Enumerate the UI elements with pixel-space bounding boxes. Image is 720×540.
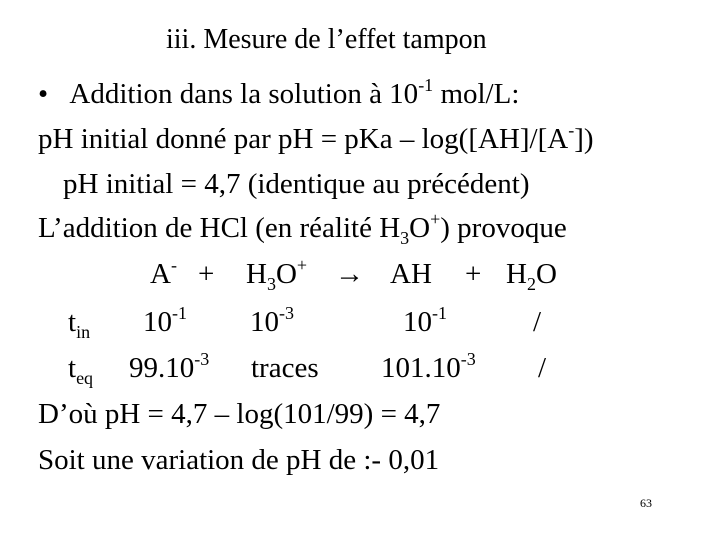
row-in-c1 [143,303,187,338]
row-eq-c1 [129,349,210,384]
soit-line: Soit une variation de pH de :- 0,01 [38,444,440,476]
row-in-label [68,306,91,342]
row-in-c3 [403,303,447,338]
row-eq-c3-exp: -3 [460,349,476,369]
a-base: A [150,258,171,290]
row-eq-c2: traces [251,352,319,384]
reaction-ah: AH [390,258,432,290]
ph-formula-text: pH initial donné par pH = pKa – log([AH]/[A [38,123,569,155]
h3o-base: H [246,258,267,290]
ph-initial-formula [38,120,594,155]
hcl-tail: ) provoque [440,212,567,244]
t-eq-base: t [68,352,77,384]
hcl-o: O [409,212,431,244]
reaction-h3o [246,255,308,294]
h2o-o: O [535,258,557,290]
t-in-base: t [68,306,77,338]
a-sup: - [170,255,177,275]
bullet-text: Addition dans la solution à 10 [69,78,419,110]
row-eq-c3-base: 101.10 [381,352,461,384]
reaction-a-minus [150,255,177,290]
row-in-c1-exp: -1 [172,303,187,323]
reaction-h2o [506,258,557,294]
bullet-tail: mol/L: [433,78,520,110]
row-in-c3-exp: -1 [432,303,447,323]
row-in-c3-base: 10 [403,306,432,338]
ph-initial-value: pH initial = 4,7 (identique au précédent) [63,168,530,200]
bullet-exponent: -1 [418,75,434,95]
hcl-text: L’addition de HCl (en réalité H [38,212,401,244]
row-in-c1-base: 10 [143,306,172,338]
page-number: 63 [640,496,652,510]
ph-formula-sup: - [568,120,575,140]
t-in-sub: in [76,322,91,342]
row-in-c2-exp: -3 [279,303,294,323]
hcl-addition-line [38,209,567,248]
ph-formula-tail: ]) [574,123,594,155]
bullet-line [38,75,520,110]
row-eq-c1-base: 99.10 [129,352,195,384]
h3o-sub: 3 [266,274,276,294]
row-in-c2-base: 10 [250,306,279,338]
row-eq-label [68,352,94,388]
reaction-plus-2: + [465,258,482,290]
h3o-sup: + [296,255,308,275]
row-eq-c3 [381,349,476,384]
h3o-o: O [275,258,297,290]
row-eq-c1-exp: -3 [194,349,210,369]
row-in-c2 [250,303,294,338]
reaction-plus-1: + [198,258,215,290]
reaction-arrow-icon: → [335,258,364,290]
bullet-symbol: • [38,78,49,110]
h2o-sub: 2 [526,274,536,294]
row-eq-c4: / [538,352,547,384]
hcl-sub: 3 [400,228,410,248]
hcl-sup: + [430,209,441,229]
row-in-c4: / [533,306,542,338]
dou-line: D’où pH = 4,7 – log(101/99) = 4,7 [38,398,441,430]
h2o-base: H [506,258,527,290]
t-eq-sub: eq [76,368,94,388]
slide-title: iii. Mesure de l’effet tampon [166,24,487,55]
